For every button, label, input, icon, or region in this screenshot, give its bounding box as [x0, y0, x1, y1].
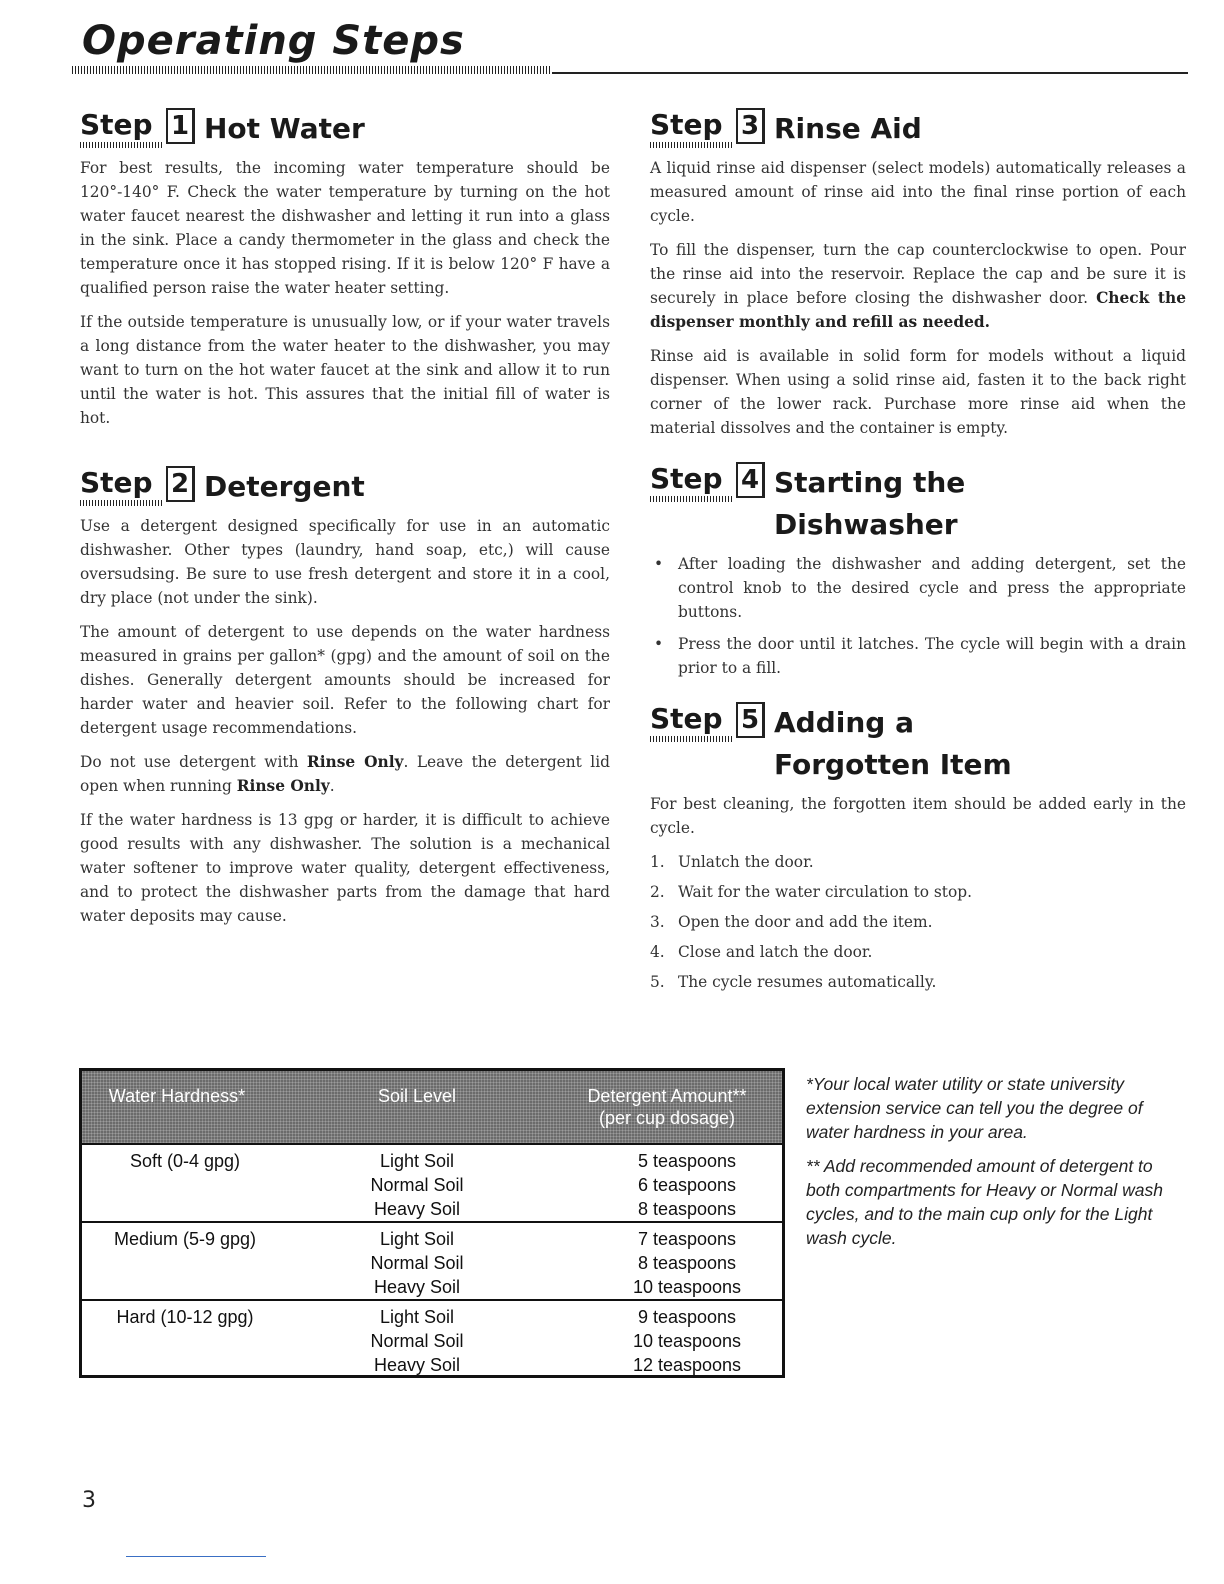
list-item-text: Wait for the water circulation to stop. — [678, 883, 972, 901]
step-title: Hot Water — [204, 112, 365, 145]
list-item — [650, 940, 1186, 964]
bold-term: Rinse Only — [306, 753, 404, 771]
list-item — [650, 552, 1186, 624]
list-number: 2. — [650, 883, 665, 901]
step-title: Detergent — [204, 470, 365, 503]
text-run: . Leave the detergent lid open when running — [80, 753, 611, 795]
table-row — [332, 1275, 782, 1299]
soil-cell: Normal Soil — [370, 1175, 464, 1195]
chart-group-hard — [82, 1299, 782, 1377]
step-3-heading — [650, 104, 1186, 148]
step-number-box: 2 — [166, 466, 195, 502]
footnote: *Your local water utility or state university extension service can tell you the degree of water hardness in your area. — [806, 1074, 1143, 1142]
amount-cell: 12 teaspoons — [632, 1355, 742, 1375]
step-title-line: Adding a — [774, 706, 914, 739]
step-5-section — [650, 698, 1186, 994]
footnote: ** Add recommended amount of detergent to both compartments for Heavy or Normal wash cycles, and to the main cup only for the Light wash cycle. — [806, 1156, 1163, 1248]
step-1-heading — [80, 104, 610, 148]
chart-group-soft — [82, 1143, 782, 1221]
paragraph: For best results, the incoming water temperature should be 120°-140° F. Check the water temperature by turning on the hot water faucet nearest the dishwasher and letting it run into a glass in the sink. Place a candy thermometer in the glass and check the temperature once it has stopped rising. If it is below 120° F have a qualified person raise the water heater setting. — [80, 159, 610, 297]
step-number-box: 3 — [736, 108, 765, 144]
amount-cell: 10 teaspoons — [632, 1331, 742, 1351]
list-item — [650, 850, 1186, 874]
soil-cell: Light Soil — [379, 1151, 455, 1171]
header-water-hardness: Water Hardness* — [108, 1086, 246, 1106]
step-number-box: 1 — [166, 108, 195, 144]
hardness-label: Soft (0-4 gpg) — [129, 1151, 241, 1171]
list-item — [650, 910, 1186, 934]
step-word: Step — [80, 108, 153, 141]
bullet-icon: • — [654, 555, 664, 573]
list-item — [650, 632, 1186, 680]
table-row — [332, 1329, 782, 1353]
step-word: Step — [650, 702, 723, 735]
step-title: Rinse Aid — [774, 112, 922, 145]
chart-group-medium — [82, 1221, 782, 1299]
soil-cell: Light Soil — [379, 1229, 455, 1249]
list-item-text: After loading the dishwasher and adding detergent, set the control knob to the desired cycle and press the appropriate buttons. — [678, 555, 1186, 621]
header-line: Detergent Amount** — [587, 1086, 747, 1106]
list-number: 4. — [650, 943, 665, 961]
chart-footnotes — [806, 1072, 1166, 1260]
step-3-section — [650, 104, 1186, 440]
step-word: Step — [650, 108, 723, 141]
list-item-text: The cycle resumes automatically. — [678, 973, 937, 991]
paragraph: For best cleaning, the forgotten item should be added early in the cycle. — [650, 795, 1186, 837]
step-title-line: Forgotten Item — [774, 748, 1012, 781]
list-item-text: Open the door and add the item. — [678, 913, 933, 931]
left-column — [80, 104, 610, 946]
step-2-heading — [80, 462, 610, 506]
header-line: (per cup dosage) — [598, 1108, 736, 1128]
step-5-heading — [650, 698, 1186, 784]
paragraph: If the outside temperature is unusually low, or if your water travels a long distance from the water heater to the dishwasher, you may want to turn on the hot water faucet at the sink and allow it to run until the water is hot. This assures that the initial fill of water is hot. — [80, 313, 610, 427]
table-row — [332, 1251, 782, 1275]
step-word: Step — [80, 466, 153, 499]
table-row — [332, 1353, 782, 1377]
amount-cell: 9 teaspoons — [637, 1307, 737, 1327]
soil-cell: Heavy Soil — [373, 1199, 461, 1219]
amount-cell: 6 teaspoons — [637, 1175, 737, 1195]
table-row — [332, 1227, 782, 1251]
soil-cell: Normal Soil — [370, 1253, 464, 1273]
paragraph: Rinse aid is available in solid form for models without a liquid dispenser. When using a solid rinse aid, fasten it to the back right corner of the lower rack. Purchase more rinse aid when the material dissolves and the container is empty. — [650, 347, 1186, 437]
step-word-underline — [80, 142, 162, 148]
page-title: Operating Steps — [82, 18, 465, 64]
list-number: 5. — [650, 973, 665, 991]
list-number: 3. — [650, 913, 665, 931]
soil-cell: Heavy Soil — [373, 1277, 461, 1297]
soil-cell: Light Soil — [379, 1307, 455, 1327]
table-row — [332, 1305, 782, 1329]
header-soil-level: Soil Level — [377, 1086, 457, 1106]
step-word-underline — [650, 736, 732, 742]
bold-term: Rinse Only — [236, 777, 330, 795]
numbered-list — [650, 850, 1186, 994]
list-item-text: Press the door until it latches. The cycle will begin with a drain prior to a fill. — [678, 635, 1186, 677]
text-run: . — [329, 777, 335, 795]
step-number-box: 5 — [736, 702, 765, 738]
paragraph: A liquid rinse aid dispenser (select models) automatically releases a measured amount of rinse aid into the final rinse portion of each cycle. — [650, 159, 1186, 225]
paragraph: If the water hardness is 13 gpg or harder, it is difficult to achieve good results with any dishwasher. The solution is a mechanical water softener to improve water quality, detergent effectiveness, and to protect the dishwasher parts from the damage that hard water deposits may cause. — [80, 811, 610, 925]
title-underline-dotted — [72, 66, 552, 74]
step-1-section — [80, 104, 610, 430]
step-4-heading — [650, 458, 1186, 544]
list-item-text: Unlatch the door. — [678, 853, 814, 871]
paragraph — [80, 750, 610, 798]
header-detergent-amount — [552, 1085, 782, 1129]
amount-cell: 8 teaspoons — [637, 1199, 737, 1219]
step-2-section — [80, 462, 610, 928]
footer-rule — [126, 1556, 266, 1557]
soil-cell: Heavy Soil — [373, 1355, 461, 1375]
step-word-underline — [650, 142, 732, 148]
table-row — [332, 1149, 782, 1173]
hardness-label: Medium (5-9 gpg) — [113, 1229, 257, 1249]
amount-cell: 8 teaspoons — [637, 1253, 737, 1273]
hardness-label: Hard (10-12 gpg) — [116, 1307, 254, 1327]
bullet-icon: • — [654, 635, 664, 653]
chart-header — [82, 1071, 782, 1143]
list-item — [650, 880, 1186, 904]
list-item-text: Close and latch the door. — [678, 943, 873, 961]
step-word-underline — [80, 500, 162, 506]
bold-sentence: Check the dispenser monthly and refill as needed. — [650, 289, 1186, 331]
step-number-box: 4 — [736, 462, 765, 498]
step-title — [774, 702, 1012, 786]
right-column — [650, 104, 1186, 1012]
amount-cell: 7 teaspoons — [637, 1229, 737, 1249]
paragraph — [650, 238, 1186, 334]
list-number: 1. — [650, 853, 665, 871]
step-word-underline — [650, 496, 732, 502]
title-underline — [552, 72, 1188, 74]
step-title — [774, 462, 965, 546]
table-row — [332, 1197, 782, 1221]
paragraph: The amount of detergent to use depends on the water hardness measured in grains per gallon* (gpg) and the amount of soil on the dishes. Generally detergent amounts should be increased for harder water and heavier soil. Refer to the following chart for detergent usage recommendations. — [80, 623, 610, 737]
list-item — [650, 970, 1186, 994]
text-run: To fill the dispenser, turn the cap counterclockwise to open. Pour the rinse aid into the reservoir. Replace the cap and be sure it is securely in place before closing the dishwasher door. — [650, 241, 1186, 307]
bullet-list — [650, 552, 1186, 680]
detergent-chart — [79, 1068, 785, 1378]
step-title-line: Dishwasher — [774, 508, 958, 541]
step-4-section — [650, 458, 1186, 680]
text-run: Do not use detergent with — [80, 753, 307, 771]
amount-cell: 10 teaspoons — [632, 1277, 742, 1297]
amount-cell: 5 teaspoons — [637, 1151, 737, 1171]
page-number: 3 — [82, 1488, 96, 1513]
paragraph: Use a detergent designed specifically for use in an automatic dishwasher. Other types (laundry, hand soap, etc,) will cause oversudsing. Be sure to use fresh detergent and store it in a cool, dry place (not under the sink). — [80, 517, 610, 607]
step-word: Step — [650, 462, 723, 495]
table-row — [332, 1173, 782, 1197]
step-title-line: Starting the — [774, 466, 966, 499]
soil-cell: Normal Soil — [370, 1331, 464, 1351]
